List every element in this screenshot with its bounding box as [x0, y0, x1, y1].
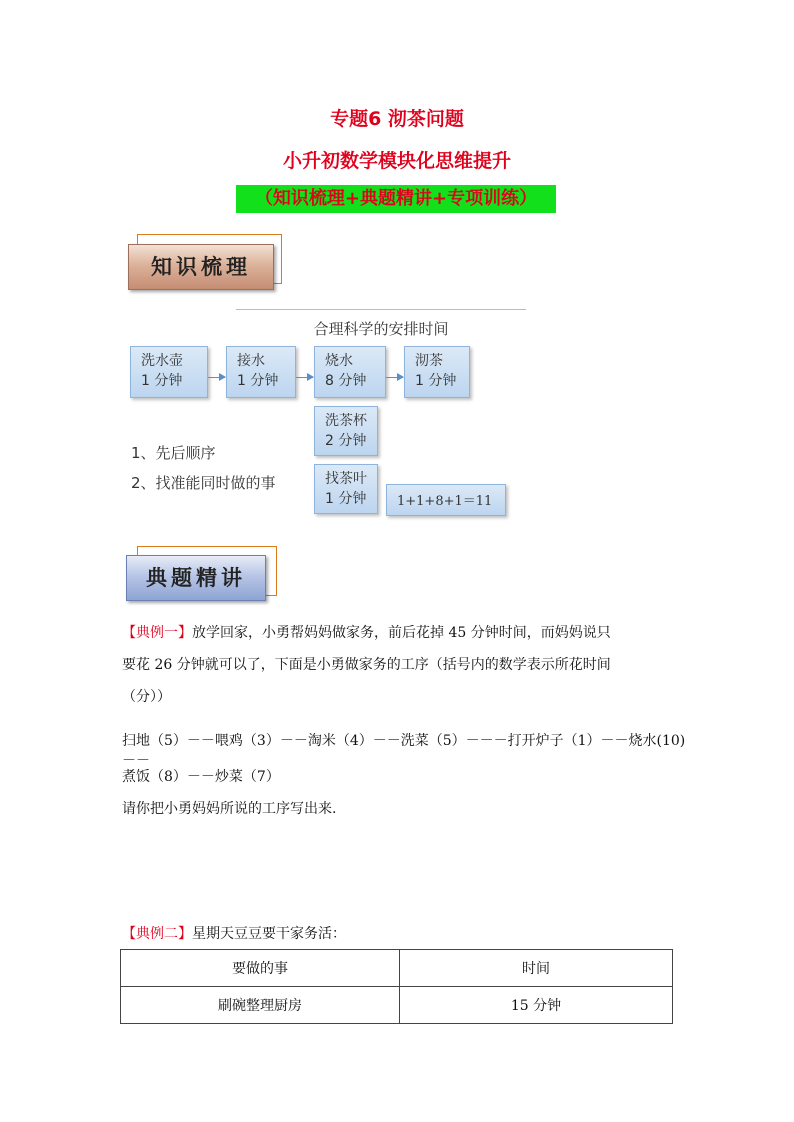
example1-steps: 扫地（5）－－喂鸡（3）－－淘米（4）－－洗菜（5）－－－打开炉子（1）－－烧水(10)－－	[122, 733, 686, 769]
doc-subtitle-highlight	[236, 185, 556, 213]
table-row	[121, 987, 673, 1024]
doc-title: 专题6 沏茶问题	[330, 108, 464, 130]
step-name: 找茶叶	[325, 471, 367, 487]
doc-subtitle-2: （知识梳理+典题精讲+专项训练）	[254, 188, 538, 209]
example1-text-line: 要花 26 分钟就可以了，下面是小勇做家务的工序（括号内的数学表示所花时间	[122, 657, 611, 673]
example1-question: 请你把小勇妈妈所说的工序写出来.	[122, 801, 337, 817]
diagram-title: 合理科学的安排时间	[313, 320, 449, 338]
chores-table	[120, 949, 673, 1024]
table-header: 时间	[400, 950, 673, 987]
table-header: 要做的事	[121, 950, 400, 987]
arrow-right-icon	[208, 377, 225, 378]
diagram-total-box	[386, 484, 506, 516]
table-cell: 15 分钟	[400, 987, 673, 1024]
section-banner-examples	[126, 555, 266, 601]
step-name: 烧水	[325, 353, 353, 369]
diagram-step-box	[226, 346, 296, 398]
step-name: 接水	[237, 353, 265, 369]
section-banner-label: 知识梳理	[151, 254, 251, 279]
step-name: 洗水壶	[141, 353, 183, 369]
arrow-right-icon	[386, 377, 403, 378]
example1-steps: 煮饭（8）－－炒菜（7）	[122, 769, 280, 785]
diagram-note: 1、先后顺序	[131, 444, 216, 462]
example2-text-line	[122, 924, 682, 944]
table-header-row	[121, 950, 673, 987]
diagram-step-box	[314, 346, 386, 398]
step-time: 1 分钟	[141, 373, 183, 389]
example-text: 星期天豆豆要干家务活：	[192, 926, 346, 942]
example1-text-line: （分））	[122, 689, 171, 705]
doc-subtitle: 小升初数学模块化思维提升	[282, 150, 511, 172]
table-cell: 刷碗整理厨房	[121, 987, 400, 1024]
step-time: 1 分钟	[237, 373, 279, 389]
diagram-parallel-box	[314, 406, 378, 456]
total-formula: 1+1+8+1＝11	[397, 494, 493, 509]
section-banner-label: 典题精讲	[146, 565, 246, 590]
example1-text-line	[122, 623, 682, 643]
diagram-step-box	[130, 346, 208, 398]
arrow-right-icon	[296, 377, 313, 378]
diagram-parallel-box	[314, 464, 378, 514]
step-time: 1 分钟	[415, 373, 457, 389]
diagram-note: 2、找准能同时做的事	[131, 474, 276, 492]
diagram-step-box	[404, 346, 470, 398]
step-time: 1 分钟	[325, 491, 367, 507]
step-time: 2 分钟	[325, 433, 367, 449]
diagram-top-rule	[236, 309, 526, 310]
example-text: 放学回家，小勇帮妈妈做家务，前后花掉 45 分钟时间，而妈妈说只	[192, 625, 611, 641]
step-time: 8 分钟	[325, 373, 367, 389]
step-name: 洗茶杯	[325, 413, 367, 429]
step-name: 沏茶	[415, 353, 443, 369]
section-banner-knowledge	[128, 244, 274, 290]
example-tag: 【典例二】	[122, 926, 192, 942]
example-tag: 【典例一】	[122, 625, 192, 641]
